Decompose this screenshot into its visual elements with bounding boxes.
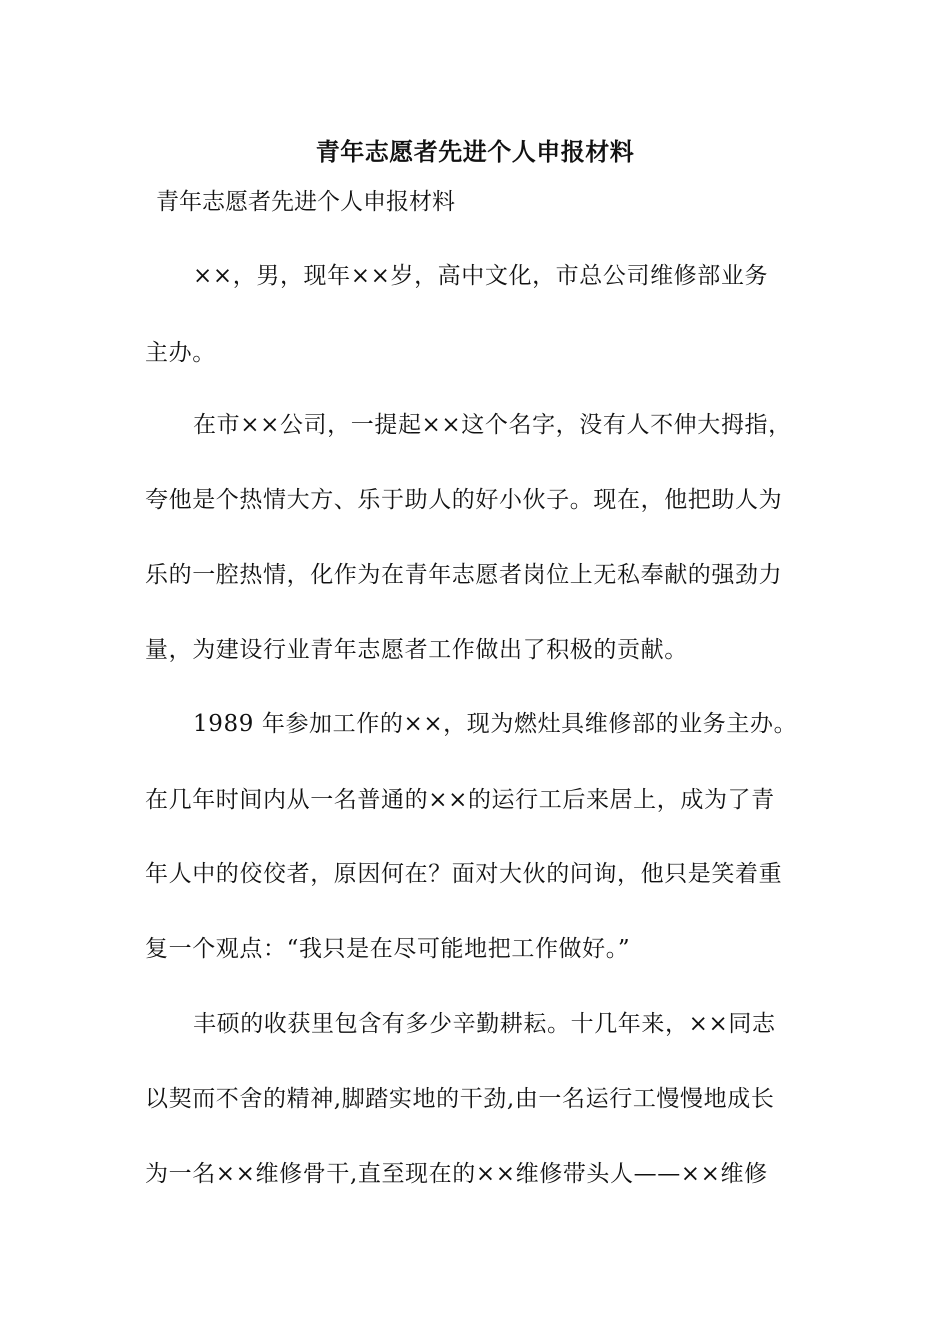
paragraph-line: 在市××公司，一提起××这个名字，没有人不伸大拇指，: [193, 412, 792, 438]
document-subtitle: 青年志愿者先进个人申报材料: [156, 189, 455, 215]
paragraph-line: 年人中的佼佼者，原因何在？面对大伙的问询，他只是笑着重: [145, 861, 783, 887]
paragraph-line: 为一名××维修骨干,直至现在的××维修带头人——××维修: [145, 1161, 768, 1187]
paragraph-line: 在几年时间内从一名普通的××的运行工后来居上，成为了青: [145, 787, 775, 813]
paragraph-line: 复一个观点：“我只是在尽可能地把工作做好。”: [145, 936, 631, 962]
paragraph-line: ××，男，现年××岁，高中文化，市总公司维修部业务: [193, 263, 769, 289]
paragraph-line: 以契而不舍的精神,脚踏实地的干劲,由一名运行工慢慢地成长: [145, 1086, 775, 1112]
paragraph-line: 1989 年参加工作的××，现为燃灶具维修部的业务主办。: [193, 711, 798, 737]
document-title: 青年志愿者先进个人申报材料: [315, 137, 635, 166]
paragraph-line: 丰硕的收获里包含有多少辛勤耕耘。十几年来，××同志: [193, 1011, 776, 1037]
paragraph-line: 主办。: [145, 340, 216, 366]
paragraph-line: 量，为建设行业青年志愿者工作做出了积极的贡献。: [145, 637, 688, 663]
paragraph-line: 乐的一腔热情，化作为在青年志愿者岗位上无私奉献的强劲力: [145, 562, 783, 588]
paragraph-line: 夸他是个热情大方、乐于助人的好小伙子。现在，他把助人为: [145, 487, 783, 513]
